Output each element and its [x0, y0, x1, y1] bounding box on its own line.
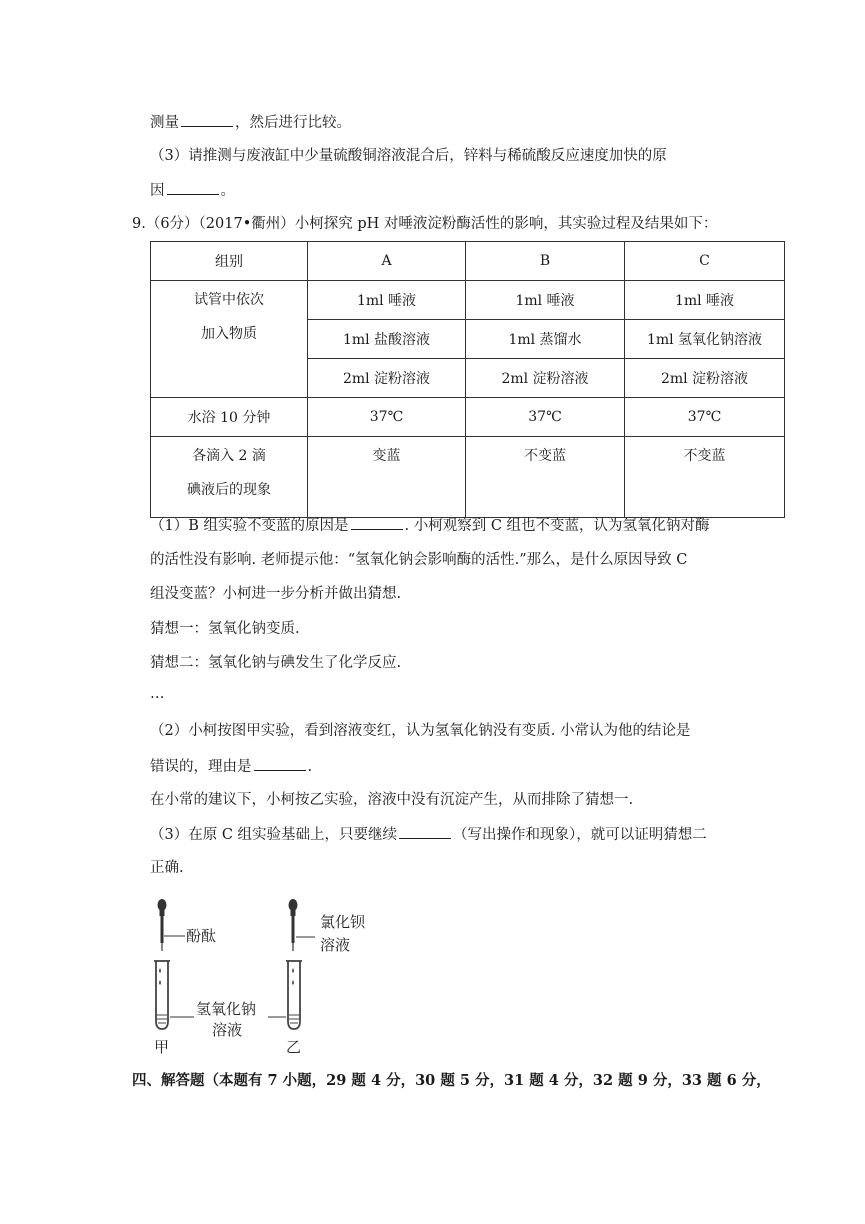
- text-segment: 。: [220, 183, 235, 199]
- question-stem: 9.（6分）（2017•衢州）小柯探究 pH 对唾液淀粉酶活性的影响，其实验过程及结果如下：: [132, 216, 718, 232]
- table-cell: 不变蓝: [625, 437, 785, 518]
- text-line: （2）小柯按图甲实验，看到溶液变红，认为氢氧化钠没有变质. 小常认为他的结论是: [150, 723, 691, 739]
- row-label: 水浴 10 分钟: [151, 398, 308, 437]
- answer-blank: [399, 824, 451, 839]
- table-cell: 1ml 蒸馏水: [466, 320, 625, 359]
- table-cell: 1ml 氢氧化钠溶液: [625, 320, 785, 359]
- answer-blank: [254, 756, 306, 771]
- experiment-figure: [150, 893, 390, 1063]
- table-cell: 不变蓝: [466, 437, 625, 518]
- row-label: 各滴入 2 滴: [192, 448, 266, 464]
- table-cell: 1ml 唾液: [308, 281, 466, 320]
- table-header: A: [308, 242, 466, 281]
- text-segment: （3）在原 C 组实验基础上，只要继续: [150, 827, 398, 843]
- answer-blank: [181, 112, 233, 127]
- table-header-row: [151, 242, 785, 281]
- text-segment: ，然后进行比较。: [235, 115, 351, 131]
- text-line: [150, 515, 710, 536]
- answer-blank: [351, 515, 403, 530]
- label-yi: 乙: [286, 1039, 302, 1056]
- text-segment: 错误的，理由是: [150, 759, 252, 775]
- text-line: [150, 824, 707, 845]
- text-line: 组没变蓝？小柯进一步分析并做出猜想.: [150, 586, 402, 602]
- table-cell: 2ml 淀粉溶液: [466, 359, 625, 398]
- text-segment: .: [307, 759, 313, 775]
- table-cell: 1ml 唾液: [466, 281, 625, 320]
- label-sodium-hydroxide: 氢氧化钠: [196, 1001, 257, 1018]
- table-cell: 37℃: [466, 398, 625, 437]
- text-line: [150, 756, 312, 777]
- text-segment: 测量: [150, 115, 179, 131]
- row-label: 加入物质: [201, 326, 257, 342]
- section-heading: 四、解答题（本题有 7 小题，29 题 4 分，30 题 5 分，31 题 4 分，32 题 9 分，33 题 6 分，: [132, 1072, 771, 1089]
- text-line: [150, 112, 351, 133]
- table-cell: 1ml 唾液: [625, 281, 785, 320]
- test-tube-icon: [154, 961, 170, 1029]
- text-segment: 因: [150, 183, 165, 199]
- answer-blank: [167, 180, 219, 195]
- table-cell: 37℃: [308, 398, 466, 437]
- dropper-icon: [158, 899, 167, 951]
- table-row: [151, 437, 785, 518]
- label-barium-chloride-solution: 溶液: [320, 937, 351, 954]
- test-tube-icon: [286, 961, 302, 1029]
- table-row: [151, 398, 785, 437]
- row-label-cell: [151, 281, 308, 398]
- row-label: 试管中依次: [194, 292, 264, 308]
- table-cell: 1ml 盐酸溶液: [308, 320, 466, 359]
- table-cell: 2ml 淀粉溶液: [308, 359, 466, 398]
- text-line: （3）请推测与废液缸中少量硫酸铜溶液混合后，锌料与稀硫酸反应速度加快的原: [150, 148, 667, 164]
- text-segment: （写出操作和现象），就可以证明猜想二: [453, 827, 707, 843]
- table-header: 组别: [151, 242, 308, 281]
- table-cell: 变蓝: [308, 437, 466, 518]
- text-line: 正确.: [150, 860, 184, 876]
- label-barium-chloride: 氯化钡: [320, 914, 366, 931]
- label-jia: 甲: [154, 1039, 170, 1056]
- experiment-table: [150, 241, 785, 518]
- text-segment: . 小柯观察到 C 组也不变蓝，认为氢氧化钠对酶: [404, 518, 710, 534]
- row-label: 碘液后的现象: [187, 482, 271, 498]
- text-line: 猜想二：氢氧化钠与碘发生了化学反应.: [150, 655, 402, 671]
- row-label-cell: [151, 437, 308, 518]
- text-line: [150, 180, 235, 201]
- table-header: B: [466, 242, 625, 281]
- table-cell: 37℃: [625, 398, 785, 437]
- text-line: …: [150, 686, 165, 702]
- label-sodium-hydroxide-solution: 溶液: [212, 1022, 243, 1039]
- table-header: C: [625, 242, 785, 281]
- table-row: [151, 281, 785, 320]
- text-line: 猜想一：氢氧化钠变质.: [150, 621, 300, 637]
- label-phenolphthalein: 酚酞: [186, 928, 217, 945]
- text-line: 在小常的建议下，小柯按乙实验，溶液中没有沉淀产生，从而排除了猜想一.: [150, 792, 634, 808]
- text-line: 的活性没有影响. 老师提示他：“氢氧化钠会影响酶的活性.”那么，是什么原因导致 C: [150, 552, 688, 568]
- text-segment: （1）B 组实验不变蓝的原因是: [150, 518, 349, 534]
- table-cell: 2ml 淀粉溶液: [625, 359, 785, 398]
- dropper-icon: [289, 899, 298, 951]
